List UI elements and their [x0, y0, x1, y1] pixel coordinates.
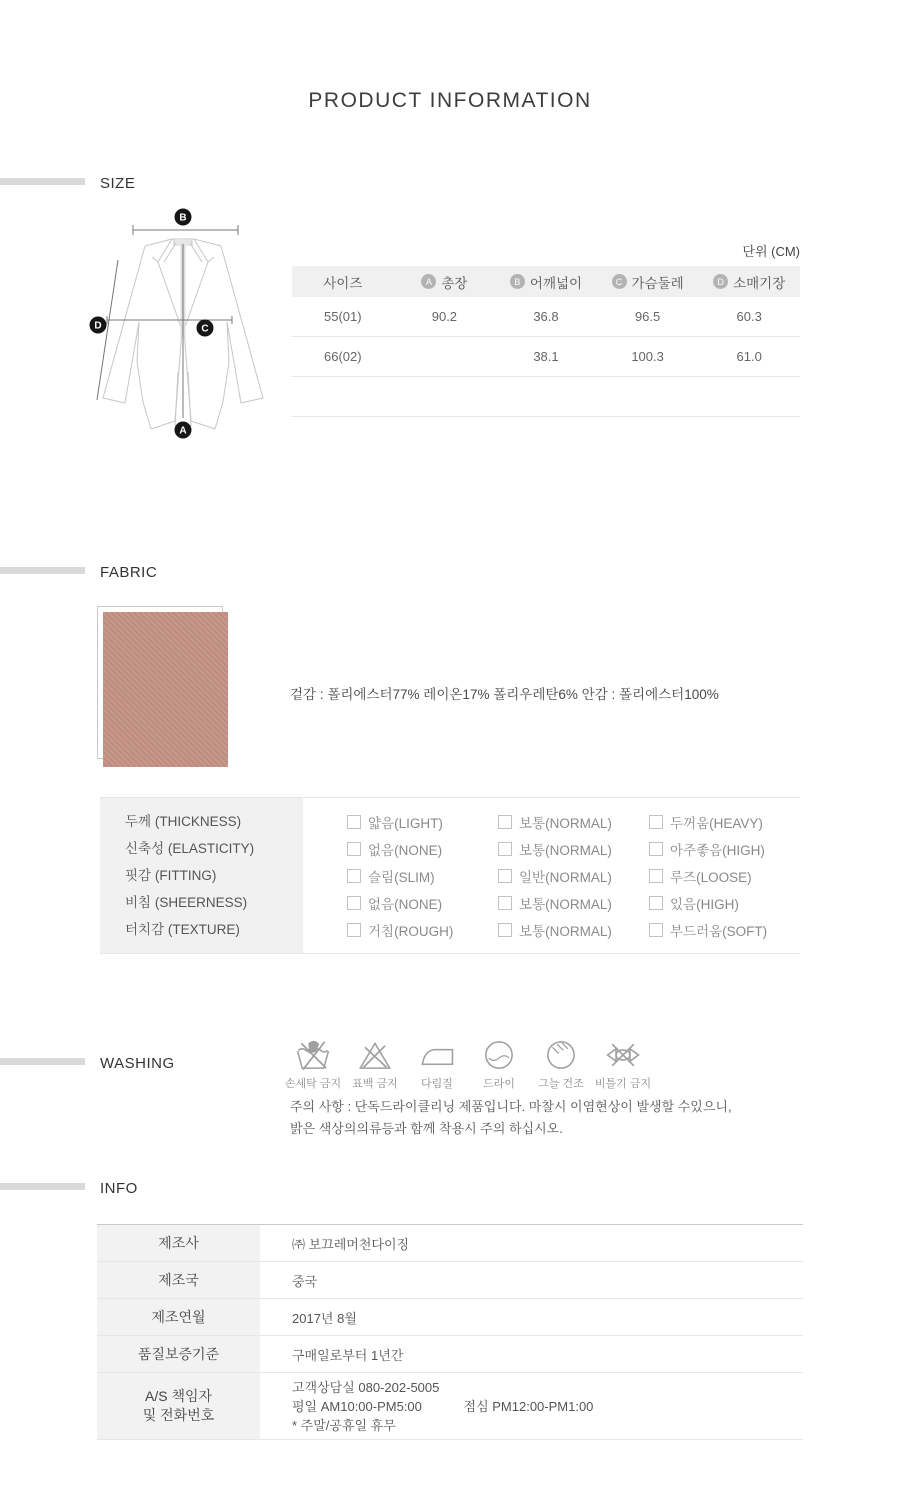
size-section-bar: [0, 178, 85, 185]
fabric-property-label: 비침 (SHEERNESS): [125, 895, 248, 910]
checkbox-icon[interactable]: [498, 815, 512, 829]
fabric-property-row: 없음(NONE) 보통(NORMAL) 있음(HIGH): [347, 889, 800, 916]
checkbox-icon[interactable]: [649, 869, 663, 883]
fabric-properties-options: [303, 798, 800, 953]
size-unit-label: 단위 (CM): [742, 244, 800, 259]
info-row-value: [260, 1373, 803, 1439]
info-row-label: 제조사: [97, 1225, 260, 1261]
fabric-property-row: 얇음(LIGHT) 보통(NORMAL) 두꺼움(HEAVY): [347, 808, 800, 835]
badge-c: C: [201, 323, 209, 335]
fabric-properties-labels: [100, 798, 303, 953]
info-row-label: 제조연월: [97, 1299, 260, 1335]
fabric-property-label: 신축성 (ELASTICITY): [125, 841, 255, 856]
size-table-row-empty: [292, 377, 800, 417]
checkbox-icon[interactable]: [347, 923, 361, 937]
washing-notice-line1: 주의 사항 : 단독드라이클리닝 제품입니다. 마찰시 이염현상이 발생할 수있으니,: [290, 1099, 732, 1114]
fabric-property-row: 슬림(SLIM) 일반(NORMAL) 루즈(LOOSE): [347, 862, 800, 889]
checkbox-icon[interactable]: [347, 896, 361, 910]
info-row-as: [97, 1373, 803, 1440]
checkbox-icon[interactable]: [347, 815, 361, 829]
fabric-property-label: 핏감 (FITTING): [125, 868, 217, 883]
washing-icons-row: [282, 1038, 654, 1091]
info-row-value: 중국: [292, 1273, 318, 1289]
fabric-properties-table: [100, 797, 800, 954]
as-hours-line: 평일 AM10:00-PM5:00 점심 PM12:00-PM1:00: [292, 1398, 594, 1414]
coat-measurement-diagram: [85, 202, 300, 442]
washing-item-label: 비틀기 금지: [594, 1078, 652, 1090]
info-row-label: 품질보증기준: [97, 1336, 260, 1372]
info-row: [97, 1225, 803, 1262]
washing-notice-line2: 밝은 색상의의류등과 함께 착용시 주의 하십시오.: [290, 1121, 563, 1136]
as-phone-line: 고객상담실 080-202-5005: [292, 1379, 440, 1395]
size-table-header-cell: 사이즈: [323, 275, 363, 291]
info-row-value: ㈜ 보끄레머천다이징: [292, 1236, 410, 1252]
size-table-row: 55(01) 90.2 36.8 96.5 60.3: [292, 297, 800, 337]
fabric-swatch-image: [103, 612, 228, 767]
page-title: PRODUCT INFORMATION: [308, 89, 592, 112]
fabric-swatch: [97, 606, 232, 771]
checkbox-icon[interactable]: [649, 923, 663, 937]
info-section-label: INFO: [100, 1180, 138, 1197]
fabric-property-row: 없음(NONE) 보통(NORMAL) 아주좋음(HIGH): [347, 835, 800, 862]
fabric-property-row: 거침(ROUGH) 보통(NORMAL) 부드러움(SOFT): [347, 916, 800, 943]
checkbox-icon[interactable]: [498, 842, 512, 856]
size-section-label: SIZE: [100, 175, 136, 192]
checkbox-icon[interactable]: [498, 869, 512, 883]
as-holiday-line: * 주말/공휴일 휴무: [292, 1417, 396, 1433]
washing-item-label: 드라이: [483, 1078, 515, 1090]
checkbox-icon[interactable]: [649, 815, 663, 829]
shade-dry-icon: [542, 1038, 580, 1072]
washing-notice: [290, 1096, 732, 1140]
no-wring-icon: [604, 1038, 642, 1072]
washing-item: [530, 1038, 592, 1091]
measure-badge-icon: C: [612, 274, 627, 289]
size-table-header-cell: D 소매기장: [698, 272, 800, 292]
checkbox-icon[interactable]: [649, 842, 663, 856]
info-section-bar: [0, 1183, 85, 1190]
badge-d: D: [94, 320, 102, 332]
fabric-composition: 겉감 : 폴리에스터77% 레이온17% 폴리우레탄6% 안감 : 폴리에스터100%: [290, 687, 719, 702]
washing-section-bar: [0, 1058, 85, 1065]
washing-item-label: 다림질: [421, 1078, 453, 1090]
washing-item-label: 손세탁 금지: [284, 1078, 342, 1090]
washing-item: [592, 1038, 654, 1091]
checkbox-icon[interactable]: [498, 923, 512, 937]
info-row-value: 2017년 8월: [292, 1310, 357, 1326]
size-table-header-cell: C 가슴둘레: [597, 272, 699, 292]
iron-icon: [418, 1038, 456, 1072]
checkbox-icon[interactable]: [649, 896, 663, 910]
badge-b: B: [179, 212, 187, 224]
measure-badge-icon: A: [421, 274, 436, 289]
fabric-section-bar: [0, 567, 85, 574]
size-table-header-row: [292, 266, 800, 297]
washing-section-label: WASHING: [100, 1055, 175, 1072]
fabric-property-label: 터치감 (TEXTURE): [125, 922, 240, 937]
checkbox-icon[interactable]: [347, 842, 361, 856]
washing-item: [468, 1038, 530, 1091]
info-row: [97, 1336, 803, 1373]
checkbox-icon[interactable]: [347, 869, 361, 883]
washing-item-label: 그늘 건조: [538, 1078, 584, 1090]
fabric-section-label: FABRIC: [100, 564, 158, 581]
size-table: [292, 266, 800, 417]
info-row: [97, 1299, 803, 1336]
info-row: [97, 1262, 803, 1299]
size-table-row: 66(02) 38.1 100.3 61.0: [292, 337, 800, 377]
fabric-property-label: 두께 (THICKNESS): [125, 814, 242, 829]
washing-item: [282, 1038, 344, 1091]
washing-item: [406, 1038, 468, 1091]
info-row-label: A/S 책임자 및 전화번호: [97, 1373, 260, 1439]
measure-badge-icon: D: [713, 274, 728, 289]
no-handwash-icon: [294, 1038, 332, 1072]
badge-a: A: [179, 425, 187, 437]
checkbox-icon[interactable]: [498, 896, 512, 910]
size-table-header-cell: B 어깨넓이: [495, 272, 597, 292]
info-table: [97, 1224, 803, 1440]
washing-item-label: 표백 금지: [352, 1078, 398, 1090]
dryclean-icon: [480, 1038, 518, 1072]
washing-item: [344, 1038, 406, 1091]
measure-badge-icon: B: [510, 274, 525, 289]
size-table-header-cell: A 총장: [394, 272, 496, 292]
info-row-label: 제조국: [97, 1262, 260, 1298]
no-bleach-icon: [356, 1038, 394, 1072]
info-row-value: 구매일로부터 1년간: [292, 1347, 404, 1363]
